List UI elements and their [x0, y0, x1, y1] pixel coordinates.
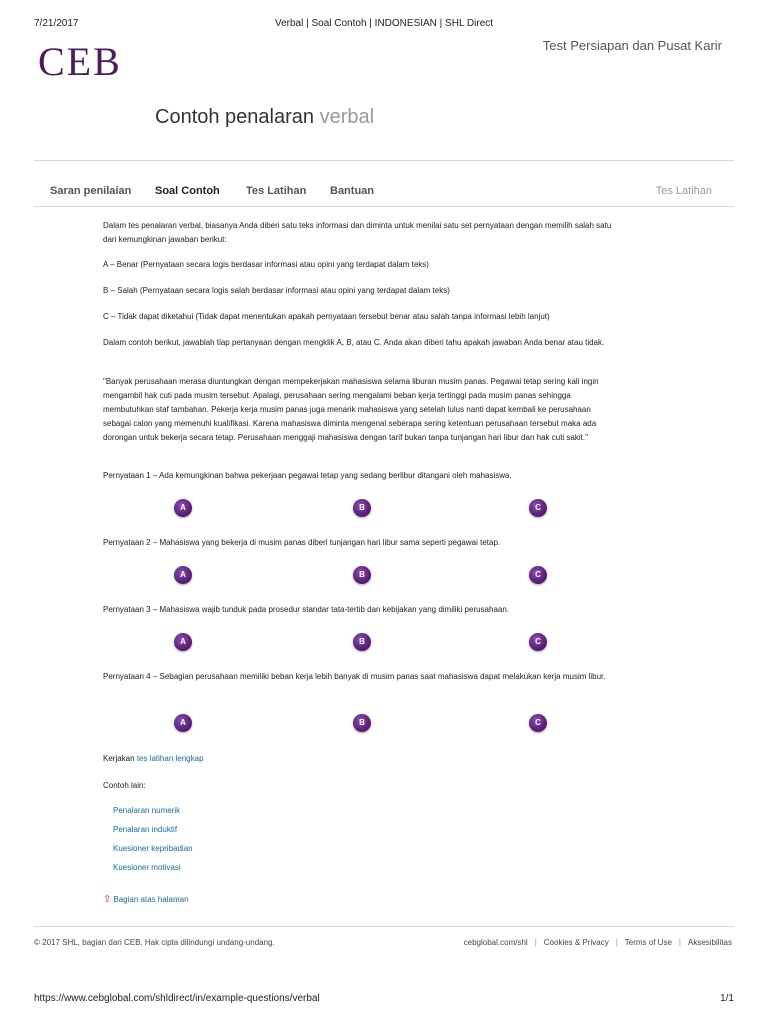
- answer-a-button[interactable]: A: [174, 566, 192, 584]
- tab-saran-penilaian[interactable]: Saran penilaian: [50, 185, 132, 197]
- footer-accessibility-link[interactable]: Aksesibilitas: [687, 938, 732, 947]
- separator: |: [678, 938, 681, 947]
- option-a-text: A – Benar (Pernyataan secara logis berdasar informasi atau opini yang terdapat dalam teks): [103, 260, 429, 269]
- divider: [34, 160, 734, 161]
- inductive-reasoning-link[interactable]: Penalaran induktif: [113, 825, 178, 834]
- answer-row-4: [0, 714, 768, 734]
- tab-soal-contoh[interactable]: Soal Contoh: [155, 185, 220, 197]
- cta-line: [103, 752, 613, 766]
- ceb-logo[interactable]: CEB: [38, 39, 122, 84]
- divider: [34, 206, 734, 207]
- other-examples-heading-text: Contoh lain:: [103, 781, 146, 790]
- motivation-questionnaire-link[interactable]: Kuesioner motivasi: [113, 863, 181, 872]
- print-page-number: 1/1: [720, 993, 734, 1004]
- tab-tes-latihan[interactable]: Tes Latihan: [246, 185, 307, 197]
- answer-a-button[interactable]: A: [174, 633, 192, 651]
- site-tagline: Test Persiapan dan Pusat Karir: [542, 38, 722, 53]
- instructions-paragraph: [103, 336, 613, 350]
- footer-terms-link[interactable]: Terms of Use: [624, 938, 672, 947]
- answer-b-button[interactable]: B: [353, 499, 371, 517]
- page-title-main: Contoh penalaran: [155, 106, 315, 128]
- page-title: [155, 106, 374, 129]
- nav-right-tes-latihan[interactable]: Tes Latihan: [655, 185, 712, 197]
- intro-paragraph: [103, 219, 613, 247]
- question-4: [103, 670, 613, 684]
- question-1-text: Pernyataan 1 – Ada kemungkinan bahwa pekerjaan pegawai tetap yang sedang berlibur ditangani oleh mahasiswa.: [103, 471, 512, 480]
- up-arrow-icon: ⇧: [103, 894, 112, 905]
- option-a-explanation: [103, 258, 613, 272]
- full-practice-test-link[interactable]: tes latihan lengkap: [136, 754, 204, 763]
- back-to-top-label: Bagian atas halaman: [113, 895, 189, 904]
- footer-links: [464, 938, 732, 947]
- option-c-explanation: [103, 310, 613, 324]
- option-b-explanation: [103, 284, 613, 298]
- divider: [34, 926, 734, 927]
- answer-b-button[interactable]: B: [353, 633, 371, 651]
- other-examples-heading: [103, 779, 613, 793]
- option-c-text: C – Tidak dapat diketahui (Tidak dapat menentukan apakah pernyataan tersebut benar atau salah tanpa informasi lebih lanjut): [103, 312, 550, 321]
- separator: |: [534, 938, 537, 947]
- question-4-text: Pernyataan 4 – Sebagian perusahaan memiliki beban kerja lebih banyak di musim panas saat mahasiswa dapat melakukan kerja musim libur.: [103, 672, 606, 681]
- personality-questionnaire-link[interactable]: Kuesioner kepribadian: [113, 844, 193, 853]
- footer-cookies-link[interactable]: Cookies & Privacy: [543, 938, 609, 947]
- answer-row-1: [0, 499, 768, 519]
- footer-cebglobal-link[interactable]: cebglobal.com/shl: [463, 938, 528, 947]
- answer-row-2: [0, 566, 768, 586]
- answer-c-button[interactable]: C: [529, 566, 547, 584]
- back-to-top-link[interactable]: [103, 894, 189, 905]
- answer-a-button[interactable]: A: [174, 714, 192, 732]
- intro-text: Dalam tes penalaran verbal, biasanya Anda diberi satu teks informasi dan diminta untuk menilai satu set pernyataan dengan memilih salah satu dari kemungkinan jawaban berikut:: [103, 221, 612, 244]
- numerical-reasoning-link[interactable]: Penalaran numerik: [113, 806, 181, 815]
- question-2-text: Pernyataan 2 – Mahasiswa yang bekerja di musim panas diberi tunjangan hari libur sama seperti pegawai tetap.: [103, 538, 501, 547]
- other-examples-list: [113, 801, 193, 877]
- print-date: 7/21/2017: [34, 18, 79, 29]
- print-url: https://www.cebglobal.com/shldirect/in/example-questions/verbal: [34, 993, 320, 1004]
- answer-a-button[interactable]: A: [174, 499, 192, 517]
- print-header: [34, 18, 734, 32]
- option-b-text: B – Salah (Pernyataan secara logis salah berdasar informasi atau opini yang terdapat dalam teks): [103, 286, 450, 295]
- answer-b-button[interactable]: B: [353, 566, 371, 584]
- answer-c-button[interactable]: C: [529, 714, 547, 732]
- cta-prefix: Kerjakan: [103, 754, 135, 763]
- instructions-text: Dalam contoh berikut, jawablah tiap pertanyaan dengan mengklik A, B, atau C. Anda akan diberi tahu apakah jawaban Anda benar atau tidak.: [103, 338, 605, 347]
- separator: |: [615, 938, 618, 947]
- page-title-highlight: verbal: [319, 106, 375, 128]
- question-1: [103, 469, 613, 483]
- answer-c-button[interactable]: C: [529, 633, 547, 651]
- answer-row-3: [0, 633, 768, 653]
- answer-b-button[interactable]: B: [353, 714, 371, 732]
- question-3: [103, 603, 613, 617]
- print-title: Verbal | Soal Contoh | INDONESIAN | SHL Direct: [274, 18, 494, 29]
- tab-bantuan[interactable]: Bantuan: [330, 185, 374, 197]
- answer-c-button[interactable]: C: [529, 499, 547, 517]
- copyright: © 2017 SHL, bagian dari CEB. Hak cipta dilindungi undang-undang.: [34, 938, 275, 947]
- passage-text: "Banyak perusahaan merasa diuntungkan dengan mempekerjakan mahasiswa selama liburan musim panas. Pegawai tetap sering kali ingin mengambil hak cuti pada musim tersebut. Apalagi, perusahaan sering mengalami beban kerja tertinggi pada musim panas sehingga membutuhkan staf tambahan. Pekerja kerja musim panas juga menarik mahasiswa yang setelah lulus nanti dapat kembali ke perusahaan sebagai calon yang memenuhi kualifikasi. Karena mahasiswa diminta mengenal seberapa sering ketentuan perusahaan tersebut maka ada dorongan untuk bekerja secara tetap. Perusahaan menggaji mahasiswa dengan tarif bukan tanpa tunjangan hari libur dan hak cuti sakit.": [103, 377, 599, 442]
- passage: [103, 375, 613, 445]
- question-3-text: Pernyataan 3 – Mahasiswa wajib tunduk pada prosedur standar tata-tertib dan kebijakan yang dimiliki perusahaan.: [103, 605, 510, 614]
- question-2: [103, 536, 613, 550]
